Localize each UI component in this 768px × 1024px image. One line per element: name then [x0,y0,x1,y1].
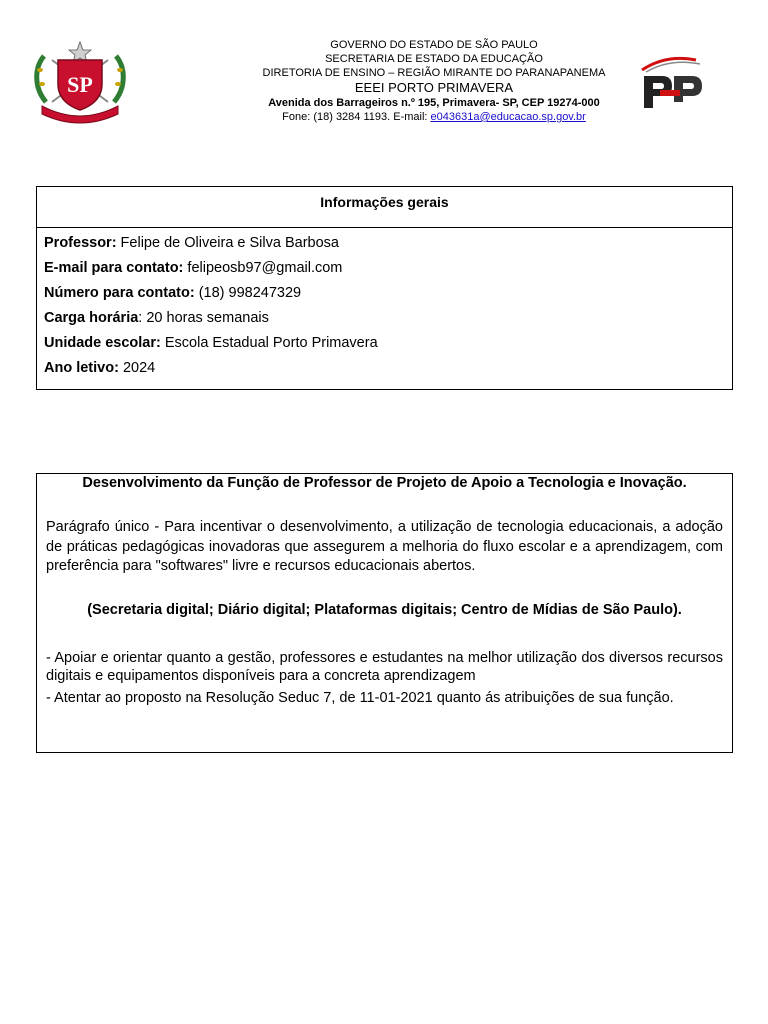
role-description-title: Desenvolvimento da Função de Professor de Projeto de Apoio a Tecnologia e Inovação. [82,475,687,491]
duty-item: - Atentar ao proposto na Resolução Seduc 7, de 11-01-2021 quanto ás atribuições de sua função. [46,689,674,706]
school-address: Avenida dos Barrageiros n.º 195, Primavera- SP, CEP 19274-000 [268,97,600,109]
porto-primavera-logo [636,50,716,126]
secretariat-line: SECRETARIA DE ESTADO DA EDUCAÇÃO [325,53,543,65]
info-row-school-year [44,356,725,381]
info-label: E-mail para contato: [44,260,184,276]
platforms-list: (Secretaria digital; Diário digital; Plataformas digitais; Centro de Mídias de São Paulo). [87,601,682,618]
info-row-email [44,256,725,281]
directorate-line: DIRETORIA DE ENSINO – REGIÃO MIRANTE DO PARANAPANEMA [262,67,606,79]
school-email-link[interactable]: e043631a@educacao.sp.gov.br [430,111,586,123]
info-label: Ano letivo: [44,360,119,376]
info-value: Escola Estadual Porto Primavera [160,335,378,351]
info-value: Felipe de Oliveira e Silva Barbosa [116,235,339,251]
duty-item: - Apoiar e orientar quanto a gestão, professores e estudantes na melhor utilização dos diversos recursos digitais e equipamentos disponíveis para a concreta aprendizagem [46,649,723,684]
info-label: Carga horária [44,310,139,326]
info-row-school-unit [44,331,725,356]
role-description-box [36,473,733,753]
sao-paulo-coat-of-arms-logo [32,40,128,124]
info-row-workload [44,306,725,331]
info-value: 2024 [118,360,156,376]
info-row-phone [44,281,725,306]
info-row-professor [44,231,725,256]
info-label: Unidade escolar: [44,335,161,351]
government-line: GOVERNO DO ESTADO DE SÃO PAULO [330,39,538,51]
general-info-heading: Informações gerais [37,187,732,228]
school-name: EEEI PORTO PRIMAVERA [354,80,514,95]
info-value: (18) 998247329 [194,285,302,301]
info-value: felipeosb97@gmail.com [183,260,343,276]
crest-sp-text: SP [67,72,93,97]
info-label: Número para contato: [44,285,195,301]
general-info-table [36,186,733,390]
info-value: : 20 horas semanais [138,310,269,326]
general-info-body [37,228,732,384]
sole-paragraph: Parágrafo único - Para incentivar o desenvolvimento, a utilização de tecnologia educacionais, a adoção de práticas pedagógicas inovadoras que assegurem a melhoria do fluxo escolar e a aprendizagem, com preferência para "softwares" livre e recursos educacionais abertos. [46,519,723,574]
phone-text: Fone: (18) 3284 1193. E-mail: [282,111,431,123]
info-label: Professor: [44,235,117,251]
letterhead [0,36,768,136]
